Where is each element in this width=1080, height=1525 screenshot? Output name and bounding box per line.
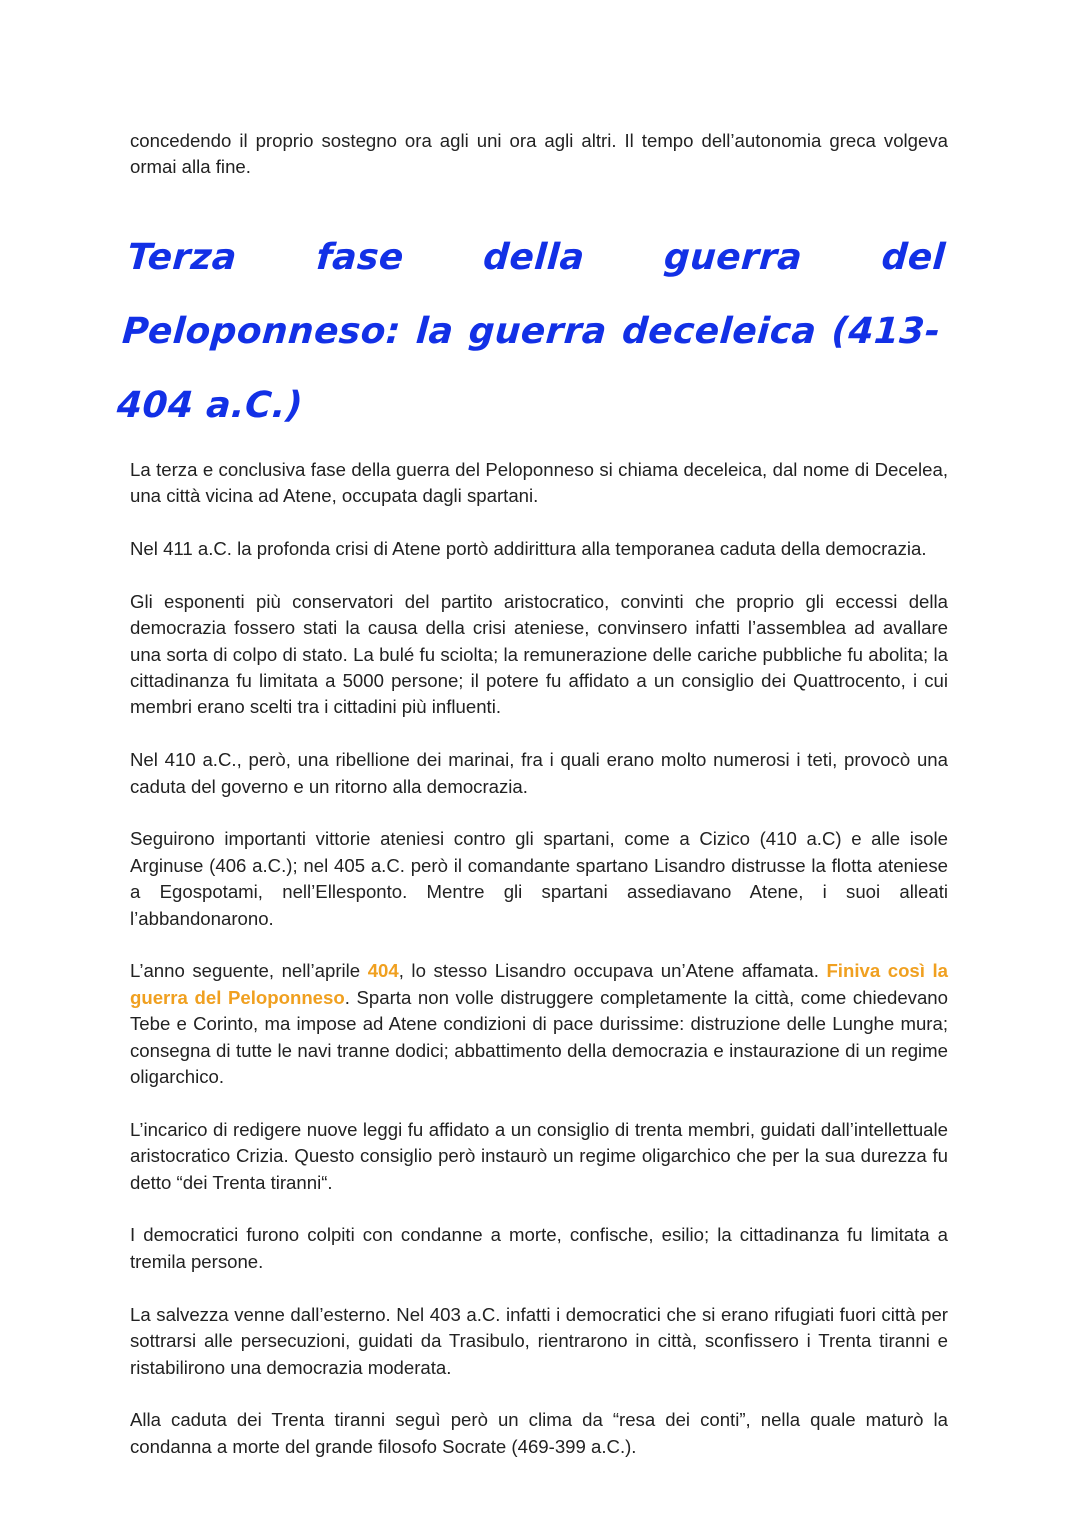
- paragraph-colpo-di-stato: Gli esponenti più conservatori del partito aristocratico, convinti che proprio gli eccessi della democrazia fossero stati la causa della crisi ateniese, convinsero infatti l’assemblea ad avallare una sorta di colpo di stato. La bulé fu sciolta; la remunerazione delle cariche pubbliche fu abolita; la cittadinanza fu limitata a 5000 persone; il potere fu affidato a un consiglio dei Quattrocento, i cui membri erano scelti tra i cittadini più influenti.: [130, 590, 948, 718]
- paragraph-404-part3: . Sparta non volle distruggere completamente la città, come chiedevano Tebe e Corinto, ma impose ad Atene condizioni di pace durissime: distruzione delle Lunghe mura; consegna di tutte le navi tranne dodici; abbattimento della democrazia e instaurazione di un regime oligarchico.: [130, 986, 948, 1088]
- highlight-fine-guerra: Finiva così la guerra del Peloponneso: [130, 960, 948, 1008]
- paragraph-deceleica: La terza e conclusiva fase della guerra del Peloponneso si chiama deceleica, dal nome di Decelea, una città vicina ad Atene, occupata dagli spartani.: [130, 458, 948, 507]
- section-title: Terza fase della guerra del Peloponneso: la guerra deceleica (413-404 a.C.): [115, 236, 947, 426]
- document-page: [115, 128, 948, 1487]
- highlight-year: 404: [367, 960, 399, 982]
- paragraph-404-part2: , lo stesso Lisandro occupava un’Atene affamata.: [398, 960, 827, 982]
- paragraph-vittorie: Seguirono importanti vittorie ateniesi contro gli spartani, come a Cizico (410 a.C) e alle isole Arginuse (406 a.C.); nel 405 a.C. però il comandante spartano Lisandro distrusse la flotta ateniese a Egospotami, nell’Ellesponto. Mentre gli spartani assediavano Atene, i suoi alleati l’abbandonarono.: [130, 828, 948, 929]
- paragraph-411: Nel 411 a.C. la profonda crisi di Atene portò addirittura alla temporanea caduta della democrazia.: [130, 538, 927, 560]
- paragraph-salvezza: La salvezza venne dall’esterno. Nel 403 a.C. infatti i democratici che si erano rifugiati fuori città per sottrarsi alle persecuzioni, guidati da Trasibulo, rientrarono in città, sconfissero i Trenta tiranni e ristabilirono una democrazia moderata.: [130, 1303, 948, 1378]
- paragraph-404: [130, 958, 948, 1090]
- paragraph-404-part1: L’anno seguente, nell’aprile: [130, 960, 368, 982]
- paragraph-410: Nel 410 a.C., però, una ribellione dei marinai, fra i quali erano molto numerosi i teti, provocò una caduta del governo e un ritorno alla democrazia.: [130, 749, 948, 797]
- intro-paragraph: concedendo il proprio sostegno ora agli uni ora agli altri. Il tempo dell’autonomia greca volgeva ormai alla fine.: [130, 130, 948, 178]
- paragraph-democratici: I democratici furono colpiti con condanne a morte, confische, esilio; la cittadinanza fu limitata a tremila persone.: [130, 1224, 948, 1272]
- paragraph-socrate: Alla caduta dei Trenta tiranni seguì però un clima da “resa dei conti”, nella quale maturò la condanna a morte del grande filosofo Socrate (469-399 a.C.).: [130, 1409, 948, 1457]
- paragraph-trenta-tiranni: L’incarico di redigere nuove leggi fu affidato a un consiglio di trenta membri, guidati dall’intellettuale aristocratico Crizia. Questo consiglio però instaurò un regime oligarchico che per la sua durezza fu detto “dei Trenta tiranni“.: [130, 1118, 948, 1193]
